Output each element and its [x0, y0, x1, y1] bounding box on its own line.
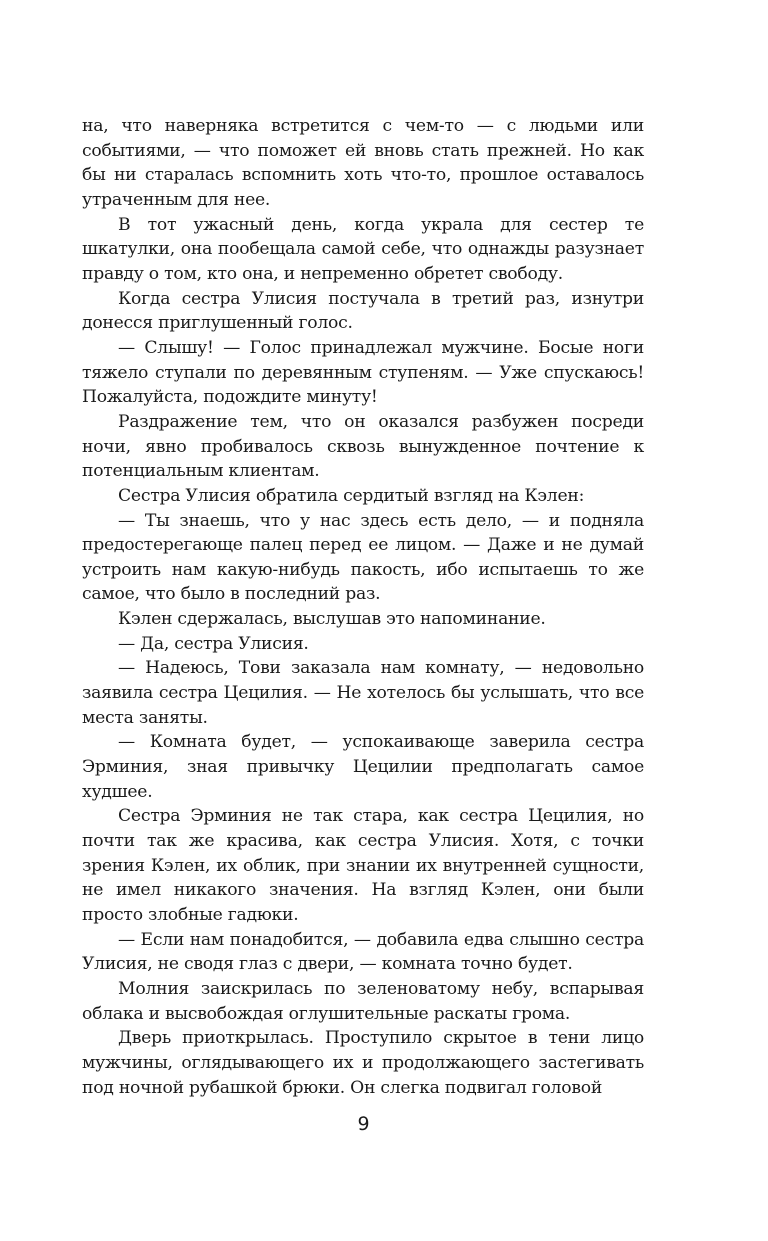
paragraph: — Если нам понадобится, — добавила едва слышно сестра Улисия, не сводя глаз с двери, — комната точно будет.	[82, 929, 644, 975]
paragraph: В тот ужасный день, когда украла для сестер те шкатулки, она пообещала самой себе, что однажды разузнает правду о том, кто она, и непременно обретет свободу.	[82, 214, 644, 284]
paragraph: Дверь приоткрылась. Проступило скрытое в тени лицо мужчины, оглядывающего их и продолжающего застегивать под ночной рубашкой брюки. Он слегка подвигал головой	[82, 1028, 644, 1098]
paragraph: — Да, сестра Улисия.	[118, 633, 309, 654]
paragraph: Молния заискрилась по зеленоватому небу, вспарывая облака и высвобождая оглушительные раскаты грома.	[82, 978, 644, 1024]
paragraph: Сестра Эрминия не так стара, как сестра Цецилия, но почти так же красива, как сестра Улисия. Хотя, с точки зрения Кэлен, их облик, при знании их внутренней сущности, не имел никакого значения. На взгляд Кэлен, они были просто злобные гадюки.	[82, 806, 644, 925]
body-text	[82, 114, 644, 1100]
paragraph: Сестра Улисия обратила сердитый взгляд на Кэлен:	[118, 485, 585, 506]
paragraph: Когда сестра Улисия постучала в третий раз, изнутри донесся приглушенный голос.	[82, 288, 644, 334]
paragraph: на, что наверняка встретится с чем-то — с людьми или событиями, — что поможет ей вновь стать прежней. Но как бы ни старалась вспомнить хоть что-то, прошлое оставалось утраченным для нее.	[82, 116, 644, 210]
paragraph: Раздражение тем, что он оказался разбужен посреди ночи, явно пробивалось сквозь вынужденное почтение к потенциальным клиентам.	[82, 411, 644, 482]
paragraph: — Надеюсь, Тови заказала нам комнату, — недовольно заявила сестра Цецилия. — Не хотелось бы услышать, что все места заняты.	[82, 658, 644, 728]
paragraph: Кэлен сдержалась, выслушав это напоминание.	[118, 609, 546, 630]
paragraph: — Слышу! — Голос принадлежал мужчине. Босые ноги тяжело ступали по деревянным ступеням. — Уже спускаюсь! Пожалуйста, подождите минуту!	[82, 337, 644, 408]
paragraph: — Комната будет, — успокаивающе заверила сестра Эрминия, зная привычку Цецилии предполагать самое худшее.	[82, 732, 644, 802]
page-number: 9	[357, 1113, 370, 1135]
paragraph: — Ты знаешь, что у нас здесь есть дело, — и подняла предостерегающе палец перед ее лицом. — Даже и не думай устроить нам какую-нибудь пакость, ибо испытаешь то же самое, что было в последний раз.	[82, 510, 644, 605]
